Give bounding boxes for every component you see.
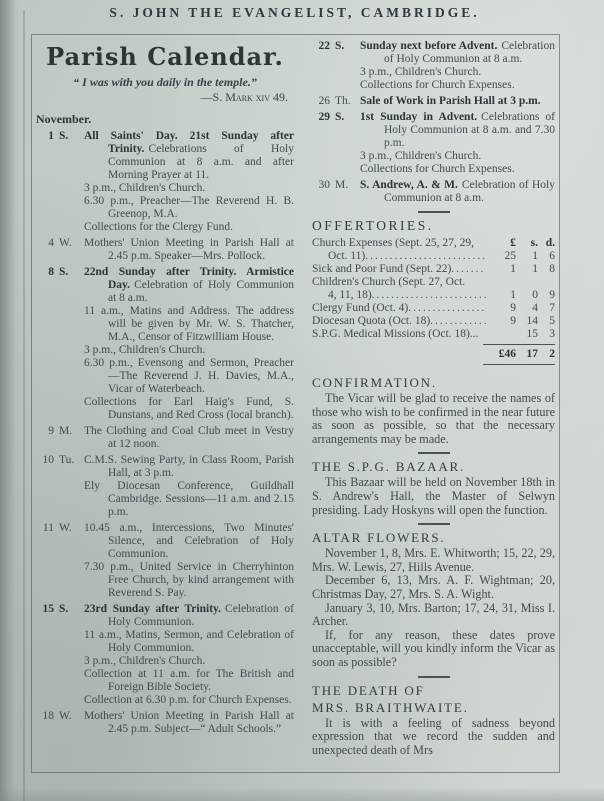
offertory-value: d. [545, 237, 555, 249]
offertory-value: 9 [549, 289, 555, 301]
total-rule-top [483, 344, 555, 345]
separator-rule [418, 523, 450, 525]
section-paragraph: This Bazaar will be held on November 18th in S. Andrew's Hall, the Master of Selwyn presiding. Lady Hoskyns will open the function. [312, 475, 555, 517]
notices [312, 375, 555, 757]
calendar-month: November. [36, 112, 92, 126]
entry-date: 22 [318, 40, 330, 52]
entry-paragraphs [84, 266, 294, 422]
section-paragraph: January 3, 10, Mrs. Barton; 17, 24, 31, Miss I. Archer. [312, 600, 555, 629]
offertory-value: 5 [549, 315, 555, 327]
entry-paragraph: 3 p.m., Children's Church. [84, 655, 206, 667]
offertory-value: 15 [526, 328, 538, 340]
calendar-quote-attribution: —S. Mark xiv 49. [200, 90, 288, 104]
entry-paragraphs [360, 111, 555, 176]
notice-section [312, 459, 555, 517]
entry-day: W. [59, 710, 72, 722]
offertory-value: 3 [549, 328, 555, 340]
entry-date: 1 [48, 130, 54, 142]
notice-section [312, 530, 555, 669]
calendar-quote: “ I was with you daily in the temple.” [73, 75, 257, 89]
total-rule-bottom [483, 364, 555, 365]
entry-paragraph: 3 p.m., Children's Church. [84, 344, 206, 356]
entry-day: S. [335, 111, 345, 123]
offertory-label: Sick and Poor Fund (Sept. 22) ..... [312, 263, 486, 276]
offertory-value: 4 [532, 302, 538, 314]
offertory-line [312, 250, 555, 263]
entry-paragraph: Collection at 6.30 p.m. for Church Expenses. [84, 694, 292, 706]
entry-paragraph: 1st Sunday in Advent. Celebrations of Holy Communion at 8 a.m. and 7.30 p.m. [360, 111, 556, 149]
entry-paragraph: Collections for Church Expenses. [360, 79, 515, 91]
entry-day: M. [59, 425, 73, 437]
offertory-label: Diocesan Quota (Oct. 18) ..... [312, 315, 486, 328]
entry-date: 30 [318, 179, 330, 191]
entry-paragraph: Mothers' Union Meeting in Parish Hall at 2.45 p.m. Speaker—Mrs. Pollock. [84, 237, 294, 262]
section-title: THE DEATH OF [312, 682, 425, 698]
entry-paragraphs [84, 710, 294, 736]
entry-bold-text: 1st Sunday in Advent. [360, 111, 478, 123]
entry-paragraphs [360, 95, 555, 108]
entry-day: S. [59, 603, 69, 615]
offertory-value: 6 [549, 250, 555, 262]
entry-paragraph: 22nd Sunday after Trinity. Armistice Day. Celebration of Holy Communion at 8 a.m. [84, 266, 294, 304]
calendar-entries-left [36, 130, 294, 736]
calendar-entry [36, 237, 294, 263]
entry-day: S. [335, 40, 345, 52]
entry-paragraph: 6.30 p.m., Evensong and Sermon, Preacher—The Reverend J. H. Davies, M.A., Vicar of Waterbeach. [84, 357, 294, 395]
entry-day: Th. [335, 95, 351, 107]
offertory-label: Oct. 11) ..... [312, 250, 486, 263]
section-title: THE S.P.G. BAZAAR. [312, 459, 466, 475]
page-bottom-shadow [0, 787, 604, 801]
entry-date: 29 [318, 111, 330, 123]
entry-date: 10 [42, 454, 54, 466]
offertory-line [312, 237, 555, 250]
entry-day: S. [59, 266, 69, 278]
offertory-line [312, 315, 555, 328]
entry-paragraph: 7.30 p.m., United Service in Cherryhinton Free Church, by kind arrangement with Reverend S. Pay. [84, 561, 294, 599]
offertory-value: £ [510, 237, 516, 249]
entry-paragraph: Mothers' Union Meeting in Parish Hall at 2.45 p.m. Subject—“ Adult Schools.” [84, 710, 294, 735]
notice-section [312, 683, 555, 758]
section-title: ALTAR FLOWERS. [312, 530, 446, 546]
calendar-entry [36, 710, 294, 736]
calendar-entry [36, 425, 294, 451]
entry-date: 18 [42, 710, 54, 722]
offertory-line [312, 263, 555, 276]
offertory-value: 25 [504, 250, 516, 262]
entry-paragraph: Collections for Earl Haig's Fund, S. Dunstans, and Red Cross (local branch). [84, 396, 294, 421]
section-paragraph: If, for any reason, these dates prove unacceptable, will you kindly inform the Vicar as soon as possible? [312, 627, 555, 669]
calendar-entry [36, 522, 294, 600]
entry-day: Tu. [59, 454, 75, 466]
entry-paragraph: Ely Diocesan Conference, Guildhall Cambridge. Sessions—11 a.m. and 2.15 p.m. [84, 480, 294, 518]
entry-paragraph: 10.45 a.m., Intercessions, Two Minutes' Silence, and Celebration of Holy Communion. [84, 522, 294, 560]
entry-day: W. [59, 237, 72, 249]
offertories-total-row [312, 348, 555, 361]
entry-paragraph: All Saints' Day. 21st Sunday after Trinity. Celebrations of Holy Communion at 8 a.m. and after Morning Prayer at 11. [84, 130, 294, 181]
entry-paragraph: Collection at 11 a.m. for The British and Foreign Bible Society. [84, 668, 294, 693]
section-paragraph: The Vicar will be glad to receive the names of those who wish to be confirmed in the near future as soon as possible, so that the necessary arrangements may be made. [312, 391, 555, 446]
entry-paragraph: 23rd Sunday after Trinity. Celebration of Holy Communion. [84, 603, 294, 628]
entry-paragraph: C.M.S. Sewing Party, in Class Room, Parish Hall, at 3 p.m. [84, 454, 294, 479]
right-column [312, 40, 555, 757]
offertory-line [312, 276, 555, 289]
entry-bold-text: S. Andrew, A. & M. [360, 179, 458, 191]
offertory-value: 2 [549, 348, 555, 360]
entry-paragraphs [84, 425, 294, 451]
calendar-entry [312, 40, 555, 92]
entry-day: M. [335, 179, 349, 191]
offertories-table [312, 237, 555, 365]
entry-paragraph: 11 a.m., Matins, Sermon, and Celebration of Holy Communion. [84, 629, 294, 654]
entry-paragraphs [84, 603, 294, 707]
page-edge-line [23, 10, 25, 801]
offertory-value: 14 [526, 315, 538, 327]
calendar-entries-right [312, 40, 555, 205]
offertory-value: 1 [532, 263, 538, 275]
entry-date: 26 [318, 95, 330, 107]
offertory-value: 8 [549, 263, 555, 275]
offertory-value: 9 [510, 302, 516, 314]
page-edge-shadow [0, 0, 22, 801]
entry-paragraphs [84, 454, 294, 519]
offertory-label: 4, 11, 18) ..... [312, 289, 486, 302]
section-title: CONFIRMATION. [312, 375, 437, 390]
offertory-label: Clergy Fund (Oct. 4) ..... [312, 302, 486, 315]
offertory-line [312, 328, 555, 341]
entry-day: W. [59, 522, 72, 534]
entry-paragraph: 3 p.m., Children's Church. [84, 182, 206, 194]
offertory-value: 17 [526, 348, 538, 360]
section-paragraph: It is with a feeling of sadness beyond expression that we record the sudden and unexpected death of Mrs [312, 715, 555, 757]
entry-paragraph: S. Andrew, A. & M. Celebration of Holy Communion at 8 a.m. [360, 179, 555, 204]
separator-rule [418, 676, 450, 678]
entry-bold-text: Sunday next before Advent. [360, 40, 498, 52]
calendar-entry [312, 111, 555, 176]
offertory-line [312, 289, 555, 302]
offertory-line [312, 302, 555, 315]
entry-paragraph: Collections for the Clergy Fund. [84, 221, 233, 233]
calendar-entry [36, 130, 294, 234]
entry-bold-text: All Saints' Day. 21st Sunday after Trinity. [84, 130, 294, 155]
notice-section [312, 375, 555, 446]
calendar-title: Parish Calendar. [46, 42, 284, 71]
entry-paragraph: The Clothing and Coal Club meet in Vestry at 12 noon. [84, 425, 294, 450]
calendar-entry [312, 179, 555, 205]
left-column [36, 40, 294, 739]
entry-paragraphs [360, 179, 555, 205]
offertory-label: S.P.G. Medical Missions (Oct. 18)... [312, 328, 479, 340]
entry-paragraph: Sunday next before Advent. Celebration of Holy Communion at 8 a.m. [360, 40, 555, 65]
offertory-value: 7 [549, 302, 555, 314]
offertory-label: Children's Church (Sept. 27, Oct. [312, 276, 466, 288]
entry-paragraphs [360, 40, 555, 92]
page-header: S. JOHN THE EVANGELIST, CAMBRIDGE. [109, 5, 480, 20]
entry-paragraph: 3 p.m., Children's Church. [360, 66, 482, 78]
calendar-entry [36, 266, 294, 422]
entry-date: 4 [48, 237, 54, 249]
offertory-value: 9 [510, 315, 516, 327]
separator-rule [418, 211, 450, 213]
offertory-value: 1 [510, 263, 516, 275]
entry-paragraphs [84, 237, 294, 263]
entry-bold-text: Sale of Work in Parish Hall at 3 p.m. [360, 95, 541, 107]
entry-paragraph: 6.30 p.m., Preacher—The Reverend H. B. Greenop, M.A. [84, 195, 294, 220]
calendar-entry [36, 454, 294, 519]
entry-paragraph [360, 95, 555, 108]
entry-paragraph: 3 p.m., Children's Church. [360, 150, 482, 162]
entry-bold-text: 22nd Sunday after Trinity. Armistice Day. [84, 266, 294, 291]
offertory-value: £46 [498, 348, 516, 360]
offertory-value: 1 [532, 250, 538, 262]
entry-date: 9 [48, 425, 54, 437]
section-title: MRS. BRAITHWAITE. [312, 699, 469, 715]
offertory-value: 0 [532, 289, 538, 301]
offertories-title: OFFERTORIES. [312, 218, 434, 233]
entry-paragraph: Collections for Church Expenses. [360, 163, 515, 175]
calendar-entry [312, 95, 555, 108]
entry-day: S. [59, 130, 69, 142]
entry-date: 11 [42, 522, 54, 534]
entry-paragraph: 11 a.m., Matins and Address. The address will be given by Mr. W. S. Thatcher, M.A., Censor of Fitzwilliam House. [84, 305, 294, 343]
entry-date: 15 [42, 603, 54, 615]
offertory-value: s. [530, 237, 538, 249]
separator-rule [418, 452, 450, 454]
entry-paragraphs [84, 522, 294, 600]
offertory-label: Church Expenses (Sept. 25, 27, 29, [312, 237, 474, 249]
entry-bold-text: 23rd Sunday after Trinity. [84, 603, 222, 615]
section-paragraph: December 6, 13, Mrs. A. F. Wightman; 20, Christmas Day, 27, Mrs. S. A. Wight. [312, 573, 555, 601]
offertory-value: 1 [510, 289, 516, 301]
entry-date: 8 [48, 266, 54, 278]
section-paragraph: November 1, 8, Mrs. E. Whitworth; 15, 22, 29, Mrs. W. Lewis, 27, Hills Avenue. [312, 546, 555, 574]
calendar-entry [36, 603, 294, 707]
entry-paragraphs [84, 130, 294, 234]
